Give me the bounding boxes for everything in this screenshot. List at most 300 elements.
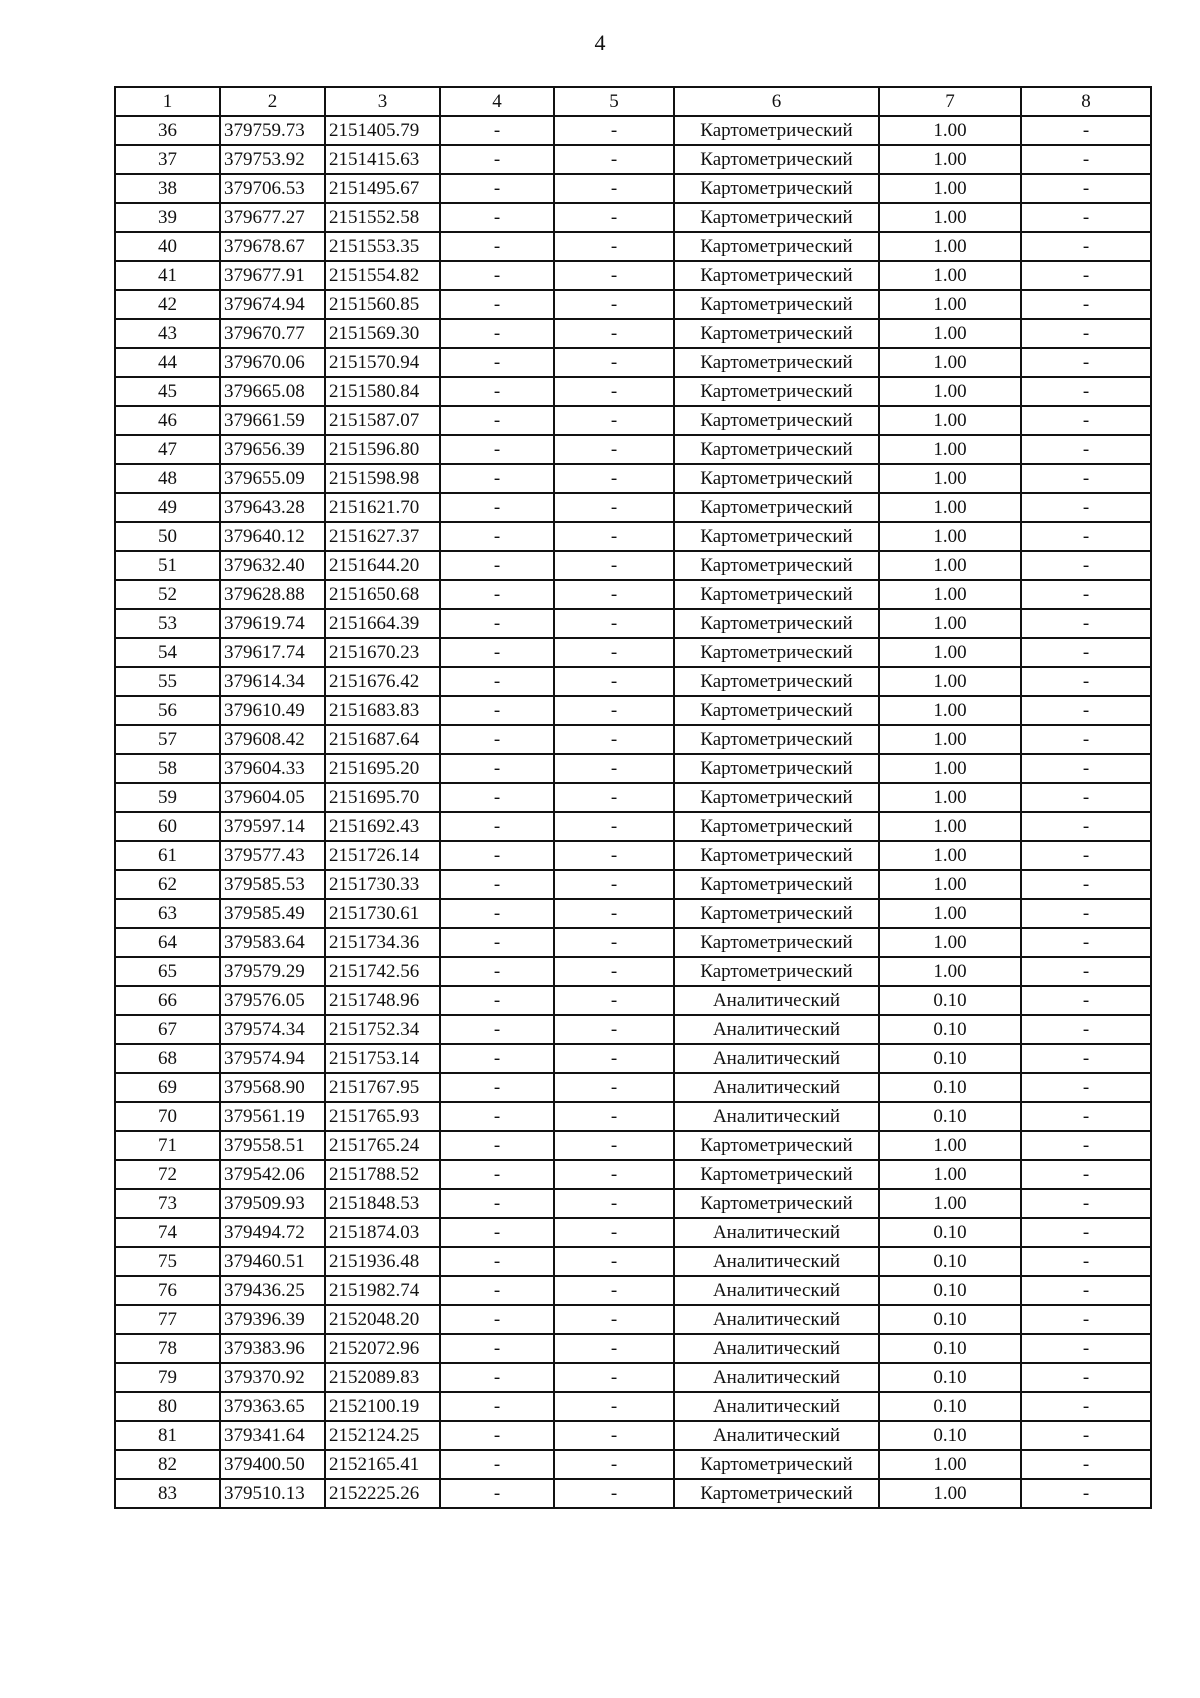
- point-number-cell: 66: [115, 986, 220, 1015]
- col-5-value-cell: -: [554, 348, 674, 377]
- x-coordinate-cell: 379460.51: [220, 1247, 325, 1276]
- point-number-cell: 38: [115, 174, 220, 203]
- x-coordinate-cell: 379597.14: [220, 812, 325, 841]
- coordinates-table: [114, 86, 1152, 1509]
- y-coordinate-cell: 2151695.70: [325, 783, 440, 812]
- col-8-value-cell: -: [1021, 928, 1151, 957]
- point-number-cell: 55: [115, 667, 220, 696]
- table-row: [115, 841, 1151, 870]
- table-row: [115, 899, 1151, 928]
- method-cell: Аналитический: [674, 1276, 879, 1305]
- table-row: [115, 1044, 1151, 1073]
- col-4-value-cell: -: [440, 1247, 554, 1276]
- col-5-value-cell: -: [554, 580, 674, 609]
- accuracy-cell: 0.10: [879, 1015, 1021, 1044]
- col-8-value-cell: -: [1021, 464, 1151, 493]
- method-cell: Аналитический: [674, 1044, 879, 1073]
- accuracy-cell: 0.10: [879, 1218, 1021, 1247]
- col-8-value-cell: -: [1021, 870, 1151, 899]
- col-8-value-cell: -: [1021, 1421, 1151, 1450]
- col-5-value-cell: -: [554, 812, 674, 841]
- col-5-value-cell: -: [554, 696, 674, 725]
- y-coordinate-cell: 2151627.37: [325, 522, 440, 551]
- method-cell: Картометрический: [674, 319, 879, 348]
- accuracy-cell: 1.00: [879, 1479, 1021, 1508]
- point-number-cell: 58: [115, 754, 220, 783]
- table-row: [115, 377, 1151, 406]
- x-coordinate-cell: 379670.77: [220, 319, 325, 348]
- method-cell: Картометрический: [674, 435, 879, 464]
- col-4-value-cell: -: [440, 290, 554, 319]
- col-5-value-cell: -: [554, 1450, 674, 1479]
- method-cell: Картометрический: [674, 522, 879, 551]
- col-4-value-cell: -: [440, 116, 554, 145]
- table-row: [115, 1160, 1151, 1189]
- y-coordinate-cell: 2151560.85: [325, 290, 440, 319]
- col-5-value-cell: -: [554, 1363, 674, 1392]
- col-8-value-cell: -: [1021, 377, 1151, 406]
- y-coordinate-cell: 2151569.30: [325, 319, 440, 348]
- method-cell: Картометрический: [674, 464, 879, 493]
- table-row: [115, 203, 1151, 232]
- table-row: [115, 174, 1151, 203]
- point-number-cell: 67: [115, 1015, 220, 1044]
- table-row: [115, 1015, 1151, 1044]
- method-cell: Картометрический: [674, 696, 879, 725]
- x-coordinate-cell: 379628.88: [220, 580, 325, 609]
- table-row: [115, 116, 1151, 145]
- col-8-value-cell: -: [1021, 986, 1151, 1015]
- col-8-value-cell: -: [1021, 957, 1151, 986]
- point-number-cell: 83: [115, 1479, 220, 1508]
- col-4-value-cell: -: [440, 319, 554, 348]
- col-4-value-cell: -: [440, 1160, 554, 1189]
- x-coordinate-cell: 379396.39: [220, 1305, 325, 1334]
- point-number-cell: 60: [115, 812, 220, 841]
- y-coordinate-cell: 2151726.14: [325, 841, 440, 870]
- accuracy-cell: 0.10: [879, 1102, 1021, 1131]
- point-number-cell: 76: [115, 1276, 220, 1305]
- x-coordinate-cell: 379665.08: [220, 377, 325, 406]
- table-row: [115, 1102, 1151, 1131]
- point-number-cell: 62: [115, 870, 220, 899]
- method-cell: Картометрический: [674, 870, 879, 899]
- y-coordinate-cell: 2151664.39: [325, 609, 440, 638]
- point-number-cell: 81: [115, 1421, 220, 1450]
- col-4-value-cell: -: [440, 1189, 554, 1218]
- method-cell: Аналитический: [674, 1247, 879, 1276]
- col-5-value-cell: -: [554, 841, 674, 870]
- accuracy-cell: 0.10: [879, 1073, 1021, 1102]
- y-coordinate-cell: 2151415.63: [325, 145, 440, 174]
- col-4-value-cell: -: [440, 899, 554, 928]
- y-coordinate-cell: 2151644.20: [325, 551, 440, 580]
- col-4-value-cell: -: [440, 1015, 554, 1044]
- method-cell: Картометрический: [674, 667, 879, 696]
- table-row: [115, 145, 1151, 174]
- x-coordinate-cell: 379614.34: [220, 667, 325, 696]
- method-cell: Картометрический: [674, 783, 879, 812]
- x-coordinate-cell: 379574.94: [220, 1044, 325, 1073]
- table-row: [115, 319, 1151, 348]
- y-coordinate-cell: 2152072.96: [325, 1334, 440, 1363]
- point-number-cell: 61: [115, 841, 220, 870]
- col-5-value-cell: -: [554, 870, 674, 899]
- point-number-cell: 75: [115, 1247, 220, 1276]
- table-row: [115, 290, 1151, 319]
- table-row: [115, 812, 1151, 841]
- table-row: [115, 1276, 1151, 1305]
- x-coordinate-cell: 379400.50: [220, 1450, 325, 1479]
- accuracy-cell: 1.00: [879, 696, 1021, 725]
- col-8-value-cell: -: [1021, 116, 1151, 145]
- table-row: [115, 232, 1151, 261]
- x-coordinate-cell: 379706.53: [220, 174, 325, 203]
- col-5-value-cell: -: [554, 986, 674, 1015]
- point-number-cell: 50: [115, 522, 220, 551]
- accuracy-cell: 1.00: [879, 232, 1021, 261]
- x-coordinate-cell: 379558.51: [220, 1131, 325, 1160]
- method-cell: Картометрический: [674, 145, 879, 174]
- y-coordinate-cell: 2151734.36: [325, 928, 440, 957]
- col-4-value-cell: -: [440, 812, 554, 841]
- col-5-value-cell: -: [554, 551, 674, 580]
- point-number-cell: 43: [115, 319, 220, 348]
- accuracy-cell: 1.00: [879, 1189, 1021, 1218]
- y-coordinate-cell: 2151692.43: [325, 812, 440, 841]
- accuracy-cell: 1.00: [879, 754, 1021, 783]
- point-number-cell: 40: [115, 232, 220, 261]
- x-coordinate-cell: 379436.25: [220, 1276, 325, 1305]
- col-8-value-cell: -: [1021, 551, 1151, 580]
- x-coordinate-cell: 379674.94: [220, 290, 325, 319]
- col-8-value-cell: -: [1021, 1363, 1151, 1392]
- method-cell: Аналитический: [674, 1218, 879, 1247]
- col-8-value-cell: -: [1021, 493, 1151, 522]
- method-cell: Картометрический: [674, 725, 879, 754]
- col-4-value-cell: -: [440, 174, 554, 203]
- method-cell: Аналитический: [674, 1015, 879, 1044]
- accuracy-cell: 1.00: [879, 1160, 1021, 1189]
- y-coordinate-cell: 2151687.64: [325, 725, 440, 754]
- accuracy-cell: 1.00: [879, 493, 1021, 522]
- col-4-value-cell: -: [440, 203, 554, 232]
- col-5-value-cell: -: [554, 1421, 674, 1450]
- x-coordinate-cell: 379643.28: [220, 493, 325, 522]
- col-5-value-cell: -: [554, 957, 674, 986]
- accuracy-cell: 0.10: [879, 1044, 1021, 1073]
- accuracy-cell: 1.00: [879, 1131, 1021, 1160]
- method-cell: Картометрический: [674, 174, 879, 203]
- point-number-cell: 37: [115, 145, 220, 174]
- point-number-cell: 74: [115, 1218, 220, 1247]
- table-row: [115, 957, 1151, 986]
- col-5-value-cell: -: [554, 1218, 674, 1247]
- y-coordinate-cell: 2151587.07: [325, 406, 440, 435]
- col-8-value-cell: -: [1021, 261, 1151, 290]
- x-coordinate-cell: 379585.53: [220, 870, 325, 899]
- accuracy-cell: 1.00: [879, 116, 1021, 145]
- point-number-cell: 82: [115, 1450, 220, 1479]
- x-coordinate-cell: 379583.64: [220, 928, 325, 957]
- col-8-value-cell: -: [1021, 609, 1151, 638]
- col-8-value-cell: -: [1021, 1450, 1151, 1479]
- method-cell: Картометрический: [674, 1131, 879, 1160]
- x-coordinate-cell: 379608.42: [220, 725, 325, 754]
- method-cell: Аналитический: [674, 1421, 879, 1450]
- table-row: [115, 1189, 1151, 1218]
- col-5-value-cell: -: [554, 319, 674, 348]
- x-coordinate-cell: 379604.33: [220, 754, 325, 783]
- method-cell: Аналитический: [674, 1392, 879, 1421]
- point-number-cell: 52: [115, 580, 220, 609]
- x-coordinate-cell: 379341.64: [220, 1421, 325, 1450]
- x-coordinate-cell: 379370.92: [220, 1363, 325, 1392]
- point-number-cell: 70: [115, 1102, 220, 1131]
- table-row: [115, 725, 1151, 754]
- col-8-value-cell: -: [1021, 667, 1151, 696]
- table-row: [115, 667, 1151, 696]
- point-number-cell: 47: [115, 435, 220, 464]
- page-number: 4: [594, 30, 606, 55]
- col-8-value-cell: -: [1021, 580, 1151, 609]
- y-coordinate-cell: 2151742.56: [325, 957, 440, 986]
- accuracy-cell: 1.00: [879, 348, 1021, 377]
- table-row: [115, 638, 1151, 667]
- point-number-cell: 77: [115, 1305, 220, 1334]
- col-5-value-cell: -: [554, 261, 674, 290]
- accuracy-cell: 1.00: [879, 667, 1021, 696]
- col-5-value-cell: -: [554, 1479, 674, 1508]
- col-5-value-cell: -: [554, 1102, 674, 1131]
- accuracy-cell: 1.00: [879, 406, 1021, 435]
- col-4-value-cell: -: [440, 1421, 554, 1450]
- col-8-value-cell: -: [1021, 1044, 1151, 1073]
- x-coordinate-cell: 379363.65: [220, 1392, 325, 1421]
- col-8-value-cell: -: [1021, 1015, 1151, 1044]
- method-cell: Картометрический: [674, 1160, 879, 1189]
- y-coordinate-cell: 2151580.84: [325, 377, 440, 406]
- table-row: [115, 1421, 1151, 1450]
- col-8-value-cell: -: [1021, 1247, 1151, 1276]
- col-5-value-cell: -: [554, 203, 674, 232]
- x-coordinate-cell: 379568.90: [220, 1073, 325, 1102]
- x-coordinate-cell: 379619.74: [220, 609, 325, 638]
- column-header: 7: [879, 87, 1021, 116]
- col-8-value-cell: -: [1021, 1392, 1151, 1421]
- col-5-value-cell: -: [554, 1247, 674, 1276]
- col-5-value-cell: -: [554, 1073, 674, 1102]
- table-body: [115, 116, 1151, 1508]
- x-coordinate-cell: 379677.27: [220, 203, 325, 232]
- y-coordinate-cell: 2151753.14: [325, 1044, 440, 1073]
- method-cell: Картометрический: [674, 116, 879, 145]
- table-row: [115, 1073, 1151, 1102]
- accuracy-cell: 0.10: [879, 1334, 1021, 1363]
- col-5-value-cell: -: [554, 290, 674, 319]
- method-cell: Картометрический: [674, 1450, 879, 1479]
- column-header: 2: [220, 87, 325, 116]
- method-cell: Картометрический: [674, 1479, 879, 1508]
- y-coordinate-cell: 2151554.82: [325, 261, 440, 290]
- col-8-value-cell: -: [1021, 696, 1151, 725]
- accuracy-cell: 1.00: [879, 1450, 1021, 1479]
- y-coordinate-cell: 2151683.83: [325, 696, 440, 725]
- method-cell: Картометрический: [674, 1189, 879, 1218]
- col-5-value-cell: -: [554, 435, 674, 464]
- method-cell: Картометрический: [674, 261, 879, 290]
- x-coordinate-cell: 379576.05: [220, 986, 325, 1015]
- column-header: 5: [554, 87, 674, 116]
- col-5-value-cell: -: [554, 406, 674, 435]
- table-row: [115, 435, 1151, 464]
- point-number-cell: 65: [115, 957, 220, 986]
- accuracy-cell: 1.00: [879, 464, 1021, 493]
- method-cell: Картометрический: [674, 377, 879, 406]
- method-cell: Картометрический: [674, 290, 879, 319]
- point-number-cell: 53: [115, 609, 220, 638]
- col-5-value-cell: -: [554, 174, 674, 203]
- col-4-value-cell: -: [440, 435, 554, 464]
- method-cell: Аналитический: [674, 1305, 879, 1334]
- col-4-value-cell: -: [440, 1131, 554, 1160]
- col-8-value-cell: -: [1021, 319, 1151, 348]
- table-row: [115, 348, 1151, 377]
- col-4-value-cell: -: [440, 1363, 554, 1392]
- method-cell: Картометрический: [674, 638, 879, 667]
- table-row: [115, 1363, 1151, 1392]
- col-4-value-cell: -: [440, 783, 554, 812]
- y-coordinate-cell: 2151598.98: [325, 464, 440, 493]
- col-8-value-cell: -: [1021, 841, 1151, 870]
- y-coordinate-cell: 2151553.35: [325, 232, 440, 261]
- y-coordinate-cell: 2151767.95: [325, 1073, 440, 1102]
- col-5-value-cell: -: [554, 754, 674, 783]
- accuracy-cell: 1.00: [879, 928, 1021, 957]
- col-4-value-cell: -: [440, 1102, 554, 1131]
- col-8-value-cell: -: [1021, 232, 1151, 261]
- col-8-value-cell: -: [1021, 1189, 1151, 1218]
- method-cell: Аналитический: [674, 986, 879, 1015]
- y-coordinate-cell: 2151596.80: [325, 435, 440, 464]
- y-coordinate-cell: 2151621.70: [325, 493, 440, 522]
- accuracy-cell: 1.00: [879, 580, 1021, 609]
- col-4-value-cell: -: [440, 377, 554, 406]
- col-4-value-cell: -: [440, 1305, 554, 1334]
- col-8-value-cell: -: [1021, 290, 1151, 319]
- accuracy-cell: 1.00: [879, 377, 1021, 406]
- accuracy-cell: 1.00: [879, 435, 1021, 464]
- col-4-value-cell: -: [440, 1276, 554, 1305]
- method-cell: Картометрический: [674, 609, 879, 638]
- col-5-value-cell: -: [554, 1015, 674, 1044]
- col-4-value-cell: -: [440, 1334, 554, 1363]
- table-row: [115, 1479, 1151, 1508]
- col-4-value-cell: -: [440, 1450, 554, 1479]
- col-8-value-cell: -: [1021, 1479, 1151, 1508]
- point-number-cell: 45: [115, 377, 220, 406]
- y-coordinate-cell: 2151848.53: [325, 1189, 440, 1218]
- col-8-value-cell: -: [1021, 1276, 1151, 1305]
- x-coordinate-cell: 379383.96: [220, 1334, 325, 1363]
- accuracy-cell: 1.00: [879, 638, 1021, 667]
- y-coordinate-cell: 2151405.79: [325, 116, 440, 145]
- table-row: [115, 1305, 1151, 1334]
- accuracy-cell: 1.00: [879, 957, 1021, 986]
- method-cell: Картометрический: [674, 406, 879, 435]
- col-5-value-cell: -: [554, 1189, 674, 1218]
- table-row: [115, 406, 1151, 435]
- x-coordinate-cell: 379656.39: [220, 435, 325, 464]
- col-5-value-cell: -: [554, 1276, 674, 1305]
- table-row: [115, 1247, 1151, 1276]
- x-coordinate-cell: 379604.05: [220, 783, 325, 812]
- col-5-value-cell: -: [554, 725, 674, 754]
- column-header: 4: [440, 87, 554, 116]
- column-header: 6: [674, 87, 879, 116]
- point-number-cell: 49: [115, 493, 220, 522]
- column-header: 1: [115, 87, 220, 116]
- col-8-value-cell: -: [1021, 1218, 1151, 1247]
- col-4-value-cell: -: [440, 1218, 554, 1247]
- col-8-value-cell: -: [1021, 1102, 1151, 1131]
- y-coordinate-cell: 2152048.20: [325, 1305, 440, 1334]
- col-5-value-cell: -: [554, 232, 674, 261]
- col-8-value-cell: -: [1021, 203, 1151, 232]
- col-8-value-cell: -: [1021, 435, 1151, 464]
- y-coordinate-cell: 2152089.83: [325, 1363, 440, 1392]
- col-8-value-cell: -: [1021, 1073, 1151, 1102]
- point-number-cell: 63: [115, 899, 220, 928]
- x-coordinate-cell: 379585.49: [220, 899, 325, 928]
- col-4-value-cell: -: [440, 522, 554, 551]
- col-4-value-cell: -: [440, 986, 554, 1015]
- x-coordinate-cell: 379610.49: [220, 696, 325, 725]
- col-4-value-cell: -: [440, 870, 554, 899]
- method-cell: Картометрический: [674, 348, 879, 377]
- col-4-value-cell: -: [440, 1073, 554, 1102]
- accuracy-cell: 1.00: [879, 551, 1021, 580]
- point-number-cell: 73: [115, 1189, 220, 1218]
- col-5-value-cell: -: [554, 464, 674, 493]
- col-5-value-cell: -: [554, 1305, 674, 1334]
- table-header-row: [115, 87, 1151, 116]
- col-5-value-cell: -: [554, 1392, 674, 1421]
- x-coordinate-cell: 379542.06: [220, 1160, 325, 1189]
- col-5-value-cell: -: [554, 899, 674, 928]
- table-row: [115, 928, 1151, 957]
- x-coordinate-cell: 379617.74: [220, 638, 325, 667]
- x-coordinate-cell: 379759.73: [220, 116, 325, 145]
- accuracy-cell: 1.00: [879, 203, 1021, 232]
- x-coordinate-cell: 379632.40: [220, 551, 325, 580]
- col-8-value-cell: -: [1021, 783, 1151, 812]
- x-coordinate-cell: 379640.12: [220, 522, 325, 551]
- x-coordinate-cell: 379574.34: [220, 1015, 325, 1044]
- column-header: 8: [1021, 87, 1151, 116]
- point-number-cell: 56: [115, 696, 220, 725]
- method-cell: Картометрический: [674, 232, 879, 261]
- method-cell: Картометрический: [674, 754, 879, 783]
- accuracy-cell: 1.00: [879, 174, 1021, 203]
- method-cell: Картометрический: [674, 551, 879, 580]
- col-5-value-cell: -: [554, 609, 674, 638]
- y-coordinate-cell: 2152225.26: [325, 1479, 440, 1508]
- method-cell: Аналитический: [674, 1363, 879, 1392]
- point-number-cell: 72: [115, 1160, 220, 1189]
- method-cell: Картометрический: [674, 203, 879, 232]
- point-number-cell: 80: [115, 1392, 220, 1421]
